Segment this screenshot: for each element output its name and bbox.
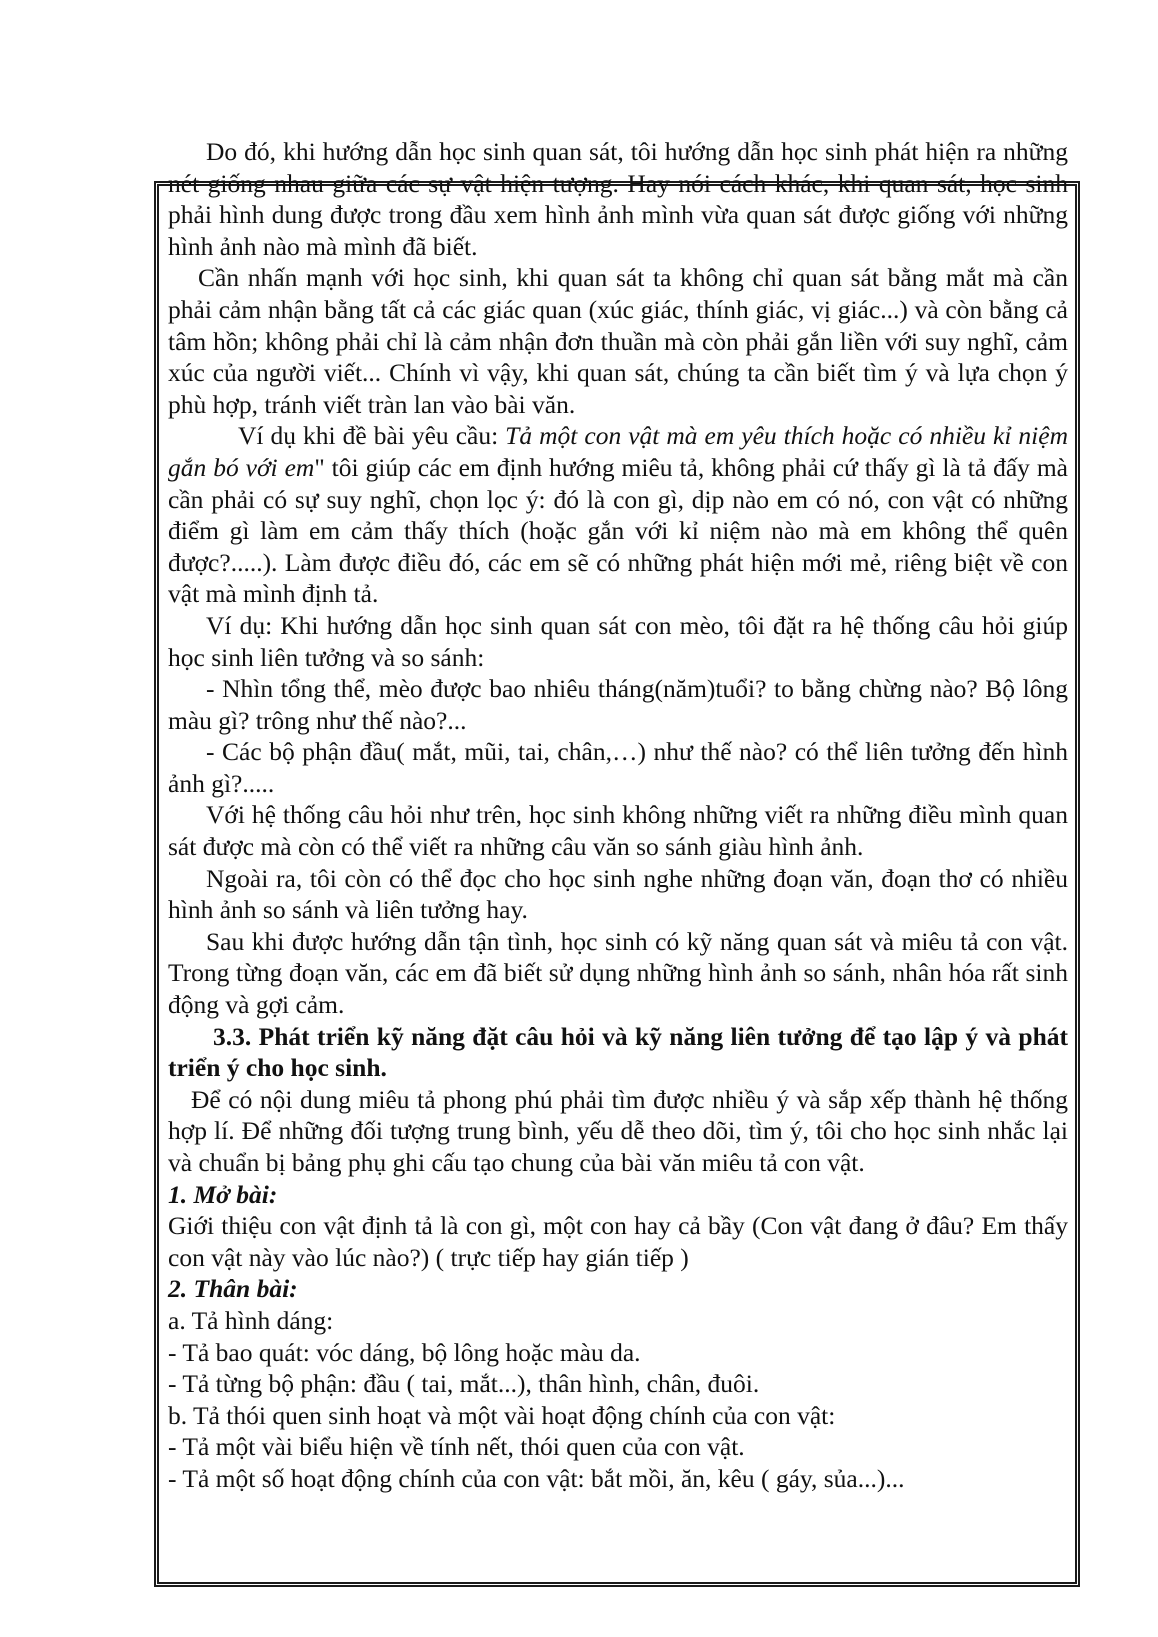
example-topic-italic: Tả một con vật mà em yêu thích hoặc có nhiều kỉ niệm gắn bó với em [168,421,1068,482]
outline-heading-mo-bai: 1. Mở bài: [168,1179,278,1209]
outline-line: b. Tả thói quen sinh hoạt và một vài hoạt động chính của con vật: [168,1400,836,1430]
outline-line: - Tả bao quát: vóc dáng, bộ lông hoặc màu da. [168,1337,641,1367]
section-heading-3-3: 3.3. Phát triển kỹ năng đặt câu hỏi và kỹ năng liên tưởng để tạo lập ý và phát triển ý cho học sinh. [168,1021,1068,1083]
example-rest-text: " tôi giúp các em định hướng miêu tả, không phải cứ thấy gì là tả đấy mà cần phải có sự suy nghĩ, chọn lọc ý: đó là con gì, dịp nào em có nó, con vật có những điểm gì làm em cảm thấy thích (hoặc gắn với kỉ niệm nào mà em không thể quên được?.....). Làm được điều đó, các em sẽ có những phát hiện mới mẻ, riêng biệt về con vật mà mình định tả. [168,452,1068,609]
paragraph-outline-intro: Để có nội dung miêu tả phong phú phải tìm được nhiều ý và sắp xếp thành hệ thống hợp lí. Để những đối tượng trung bình, yếu dễ theo dõi, tìm ý, tôi cho học sinh nhắc lại và chuẩn bị bảng phụ ghi cấu tạo chung của bài văn miêu tả con vật. [168,1084,1068,1177]
paragraph-senses-emphasis: Cần nhấn mạnh với học sinh, khi quan sát ta không chỉ quan sát bằng mắt mà cần phải cảm nhận bằng tất cả các giác quan (xúc giác, thính giác, vị giác...) và còn bằng cả tâm hồn; không phải chỉ là cảm nhận đơn thuần mà còn phải gắn liền với suy nghĩ, cảm xúc của người viết... Chính vì vậy, khi quan sát, chúng ta cần biết tìm ý và lựa chọn ý phù hợp, tránh viết tràn lan vào bài văn. [168,263,1068,419]
document-body [168,136,1068,1495]
question-item: - Các bộ phận đầu( mắt, mũi, tai, chân,…) như thế nào? có thể liên tưởng đến hình ảnh gì?..... [168,737,1068,798]
outline-heading-than-bai: 2. Thân bài: [168,1274,298,1304]
outline-line: - Tả từng bộ phận: đầu ( tai, mắt...), thân hình, chân, đuôi. [168,1369,760,1399]
outline-mo-bai-text: Giới thiệu con vật định tả là con gì, một con hay cả bầy (Con vật đang ở đâu? Em thấy con vật này vào lúc nào?) ( trực tiếp hay gián tiếp ) [168,1211,1068,1272]
paragraph-reading-aloud: Ngoài ra, tôi còn có thể đọc cho học sinh nghe những đoạn văn, đoạn thơ có nhiều hình ảnh so sánh và liên tưởng hay. [168,863,1068,925]
question-item: - Nhìn tổng thể, mèo được bao nhiêu tháng(năm)tuổi? to bằng chừng nào? Bộ lông màu gì? trông như thế nào?... [168,674,1068,735]
paragraph-cat-example: Ví dụ: Khi hướng dẫn học sinh quan sát con mèo, tôi đặt ra hệ thống câu hỏi giúp học sinh liên tưởng và so sánh: [168,610,1068,672]
paragraph-question-system: Với hệ thống câu hỏi như trên, học sinh không những viết ra những điều mình quan sát được mà còn có thể viết ra những câu văn so sánh giàu hình ảnh. [168,800,1068,862]
paragraph-result: Sau khi được hướng dẫn tận tình, học sinh có kỹ năng quan sát và miêu tả con vật. Trong từng đoạn văn, các em đã biết sử dụng những hình ảnh so sánh, nhân hóa rất sinh động và gợi cảm. [168,926,1068,1020]
outline-line: a. Tả hình dáng: [168,1305,334,1335]
outline-line: - Tả một vài biểu hiện về tính nết, thói quen của con vật. [168,1432,745,1462]
paragraph-example-topic [168,420,1068,610]
example-lead-text: Ví dụ khi đề bài yêu cầu: [238,421,506,451]
outline-line: - Tả một số hoạt động chính của con vật: bắt mồi, ăn, kêu ( gáy, sủa...)... [168,1463,905,1493]
paragraph-observation-guidance: Do đó, khi hướng dẫn học sinh quan sát, tôi hướng dẫn học sinh phát hiện ra những nét giống nhau giữa các sự vật hiện tượng. Hay nói cách khác, khi quan sát, học sinh phải hình dung được trong đầu xem hình ảnh mình vừa quan sát được giống với những hình ảnh nào mà mình đã biết. [168,137,1068,261]
